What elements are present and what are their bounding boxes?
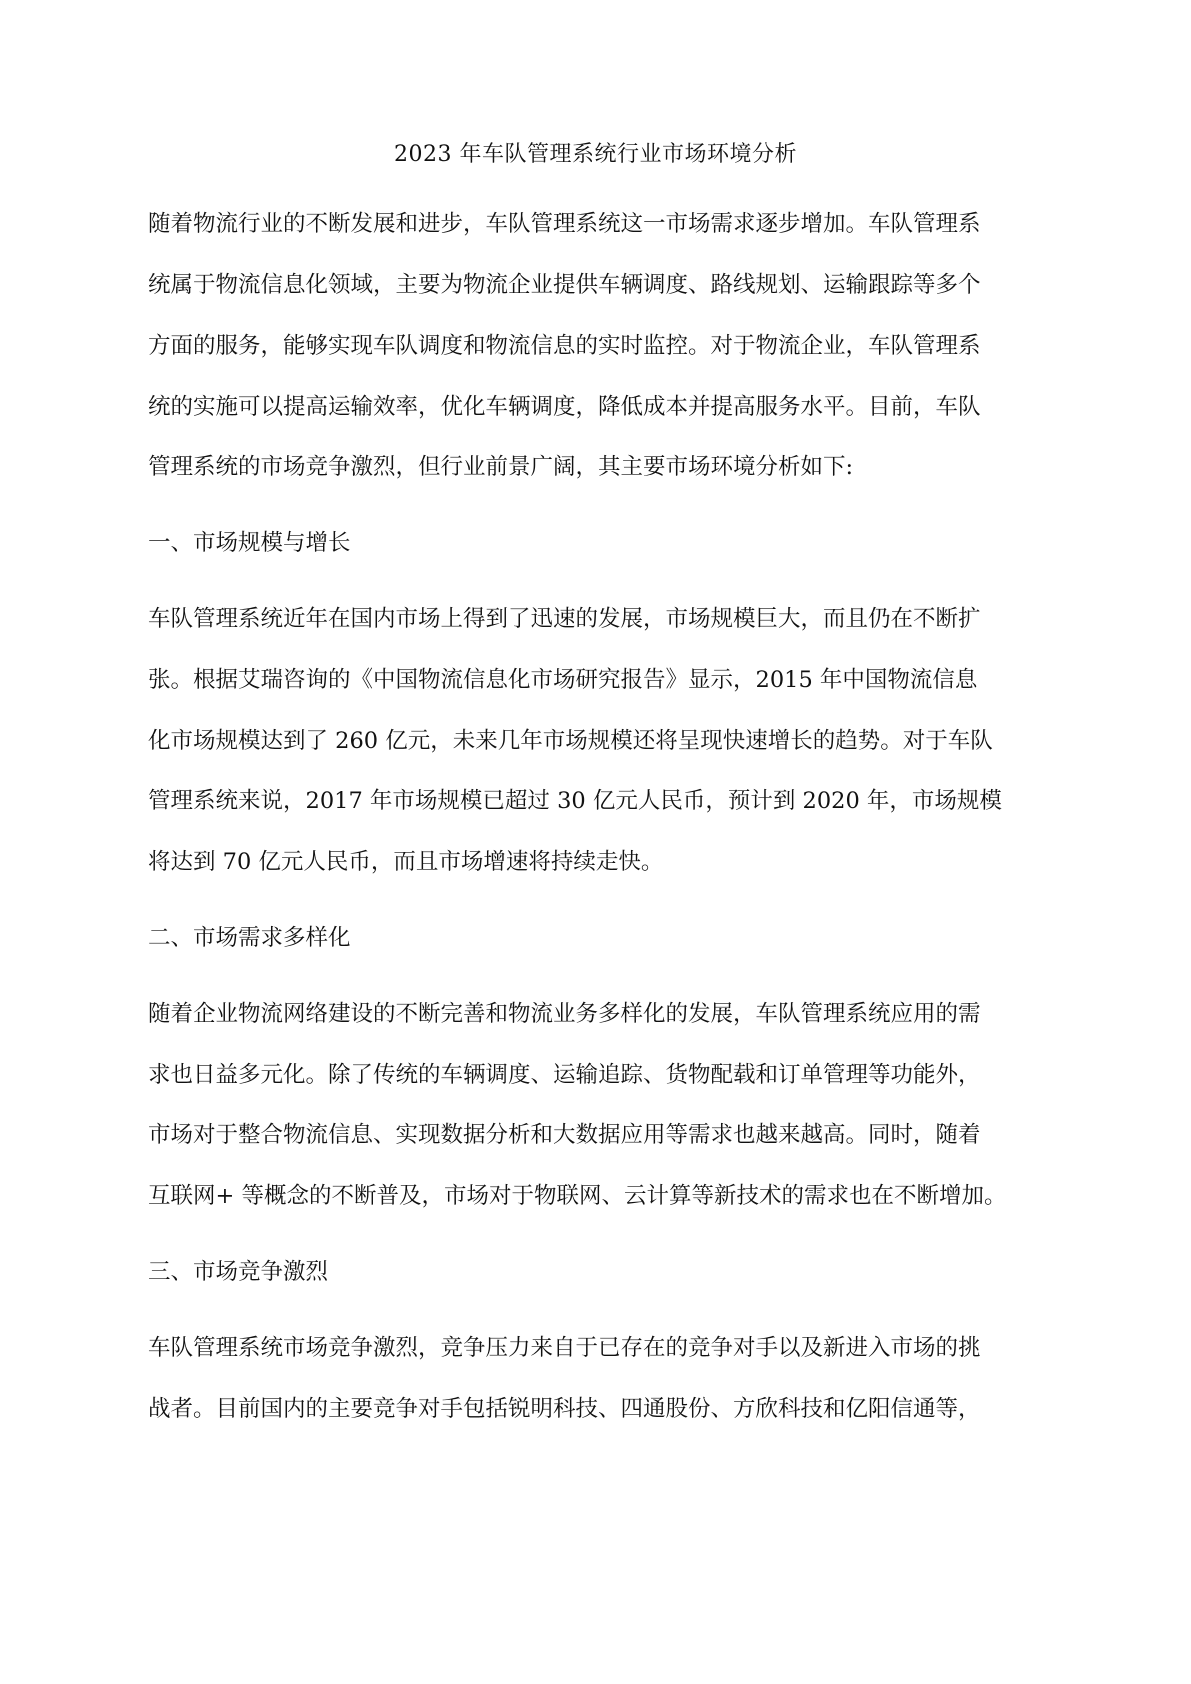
paragraph-line: 管理系统的市场竞争激烈，但行业前景广阔，其主要市场环境分析如下: — [148, 454, 854, 480]
paragraph-line: 车队管理系统近年在国内市场上得到了迅速的发展，市场规模巨大，而且仍在不断扩 — [148, 606, 981, 632]
paragraph-line: 化市场规模达到了 260 亿元，未来几年市场规模还将呈现快速增长的趋势。对于车队 — [148, 728, 993, 754]
section-heading: 三、市场竞争激烈 — [148, 1259, 329, 1285]
section-heading: 二、市场需求多样化 — [148, 925, 351, 951]
paragraph-line: 管理系统来说，2017 年市场规模已超过 30 亿元人民币，预计到 2020 年，市场规模 — [148, 788, 1002, 814]
paragraph-line: 互联网+ 等概念的不断普及，市场对于物联网、云计算等新技术的需求也在不断增加。 — [148, 1183, 1007, 1209]
paragraph-line: 统的实施可以提高运输效率，优化车辆调度，降低成本并提高服务水平。目前，车队 — [148, 394, 981, 420]
paragraph-line: 方面的服务，能够实现车队调度和物流信息的实时监控。对于物流企业，车队管理系 — [148, 333, 981, 359]
paragraph-line: 求也日益多元化。除了传统的车辆调度、运输追踪、货物配载和订单管理等功能外， — [148, 1062, 981, 1088]
section-heading: 一、市场规模与增长 — [148, 530, 351, 556]
paragraph-line: 车队管理系统市场竞争激烈，竞争压力来自于已存在的竞争对手以及新进入市场的挑 — [148, 1335, 981, 1361]
paragraph-line: 将达到 70 亿元人民币，而且市场增速将持续走快。 — [148, 849, 664, 875]
paragraph-line: 统属于物流信息化领域，主要为物流企业提供车辆调度、路线规划、运输跟踪等多个 — [148, 272, 981, 298]
paragraph-line: 随着物流行业的不断发展和进步，车队管理系统这一市场需求逐步增加。车队管理系 — [148, 211, 981, 237]
document-title: 2023 年车队管理系统行业市场环境分析 — [394, 142, 797, 167]
paragraph-line: 张。根据艾瑞咨询的《中国物流信息化市场研究报告》显示，2015 年中国物流信息 — [148, 667, 978, 693]
paragraph-line: 战者。目前国内的主要竞争对手包括锐明科技、四通股份、方欣科技和亿阳信通等， — [148, 1396, 981, 1422]
paragraph-line: 市场对于整合物流信息、实现数据分析和大数据应用等需求也越来越高。同时，随着 — [148, 1122, 981, 1148]
paragraph-line: 随着企业物流网络建设的不断完善和物流业务多样化的发展，车队管理系统应用的需 — [148, 1001, 981, 1027]
